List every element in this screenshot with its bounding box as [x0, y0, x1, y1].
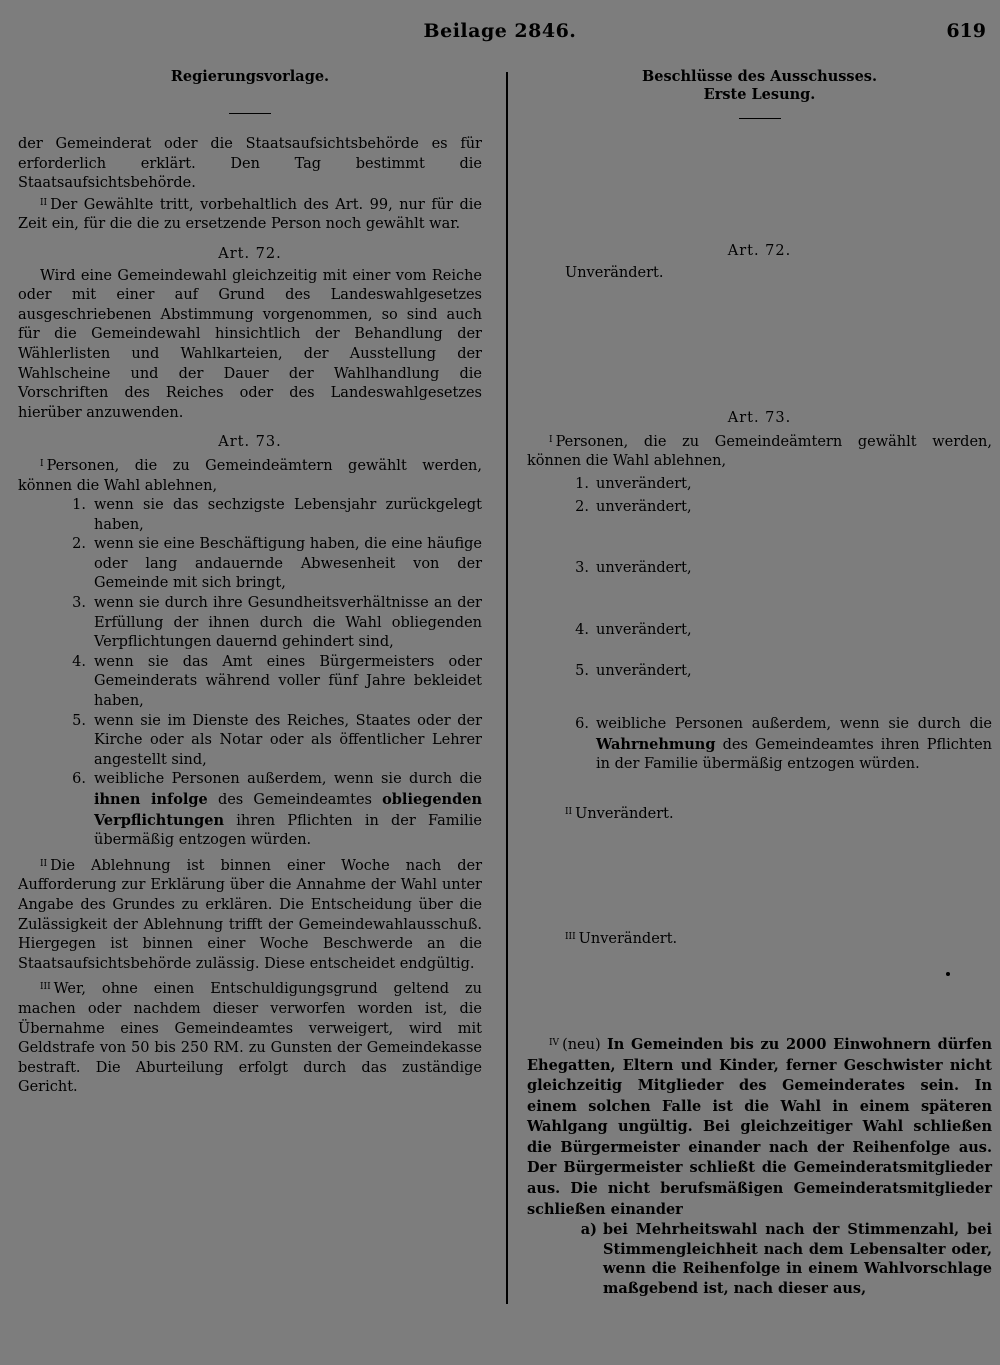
- paragraph-3: [18, 978, 482, 1098]
- paragraph-mark: II: [40, 858, 48, 869]
- list-item: [527, 621, 992, 641]
- article-73-intro-text: Personen, die zu Gemeindeämtern gewählt werden, können die Wahl ablehnen,: [18, 457, 482, 494]
- list-item: [527, 475, 992, 495]
- list-item: [527, 498, 992, 518]
- list-item-text: [94, 770, 482, 850]
- list-item-number: 5.: [72, 712, 86, 729]
- list-item-text: wenn sie eine Beschäftigung haben, die eine häufige oder lang andauernde Abwesenheit von der Gemeinde mit sich bringt,: [94, 536, 482, 592]
- supplement-title: Beilage 2846.: [423, 20, 577, 42]
- item6-text-c: des Gemeindeamtes ihren Pflichten in der Familie übermäßig entzogen würden.: [596, 736, 993, 773]
- list-item: [18, 712, 482, 771]
- article-73-intro: [527, 431, 992, 472]
- item6-text-a: weibliche Personen außerdem, wenn sie durch die: [94, 771, 482, 788]
- list-item-text: unverändert,: [596, 663, 692, 680]
- list-item-number: 3.: [575, 560, 589, 577]
- item6-text-d: obliegenden Verpflichtungen: [94, 791, 482, 829]
- list-item: [527, 662, 992, 682]
- item6-text-b: ihnen infolge: [94, 791, 208, 808]
- paragraph-mark: IV: [549, 1037, 560, 1048]
- print-speck: [946, 972, 950, 976]
- page-number: 619: [946, 20, 986, 42]
- paragraph-mark: III: [40, 982, 51, 993]
- article-73-title: Art. 73.: [727, 410, 792, 427]
- list-item-text: wenn sie durch ihre Gesundheitsverhältnisse an der Erfüllung der ihnen durch die Wahl obliegenden Verpflichtungen dauernd gehindert sind,: [94, 595, 482, 651]
- list-item-number: 6.: [575, 715, 589, 732]
- list-item-number: 1.: [72, 497, 86, 514]
- paragraph-4: [527, 1034, 992, 1220]
- article-72-text: Unverändert.: [565, 264, 664, 281]
- list-item: [18, 496, 482, 535]
- list-item-text: [596, 715, 992, 775]
- list-item-number: 1.: [575, 475, 589, 492]
- paragraph-3-text: Unverändert.: [578, 931, 678, 948]
- heading-rule: [229, 113, 271, 114]
- list-item-number: 2.: [575, 498, 589, 515]
- paragraph-mark: II: [565, 806, 573, 817]
- item6-text-e: ihren Pflichten in der Familie übermäßig entzogen würden.: [94, 812, 483, 849]
- paragraph-3: [527, 928, 992, 950]
- left-column: [18, 68, 482, 1098]
- list-item: [18, 653, 482, 712]
- intro-paragraph-2: [18, 194, 482, 235]
- list-item: [527, 715, 992, 775]
- item6-text-b: Wahrnehmung: [596, 735, 716, 753]
- column-divider: [506, 72, 508, 1304]
- list-item-text: unverändert,: [596, 475, 692, 492]
- list-item-number: 4.: [72, 653, 86, 670]
- sub-item-text: bei Mehrheitswahl nach der Stimmenzahl, bei Stimmengleichheit nach dem Lebensalter oder, wenn die Reihenfolge in einem Wahlvorschlage maßgebend ist, nach dieser aus,: [603, 1221, 992, 1298]
- list-item-text: wenn sie im Dienste des Reiches, Staates oder der Kirche oder als Notar oder als öffentlicher Lehrer angestellt sind,: [94, 712, 482, 768]
- item6-text-c: des Gemeindeamtes: [217, 792, 372, 808]
- paragraph-2: [18, 855, 482, 975]
- item6-text-a: weibliche Personen außerdem, wenn sie durch die: [596, 715, 992, 732]
- paragraph-2-text: Die Ablehnung ist binnen einer Woche nach der Aufforderung zur Erklärung über die Annahme der Wahl unter Angabe des Grundes zu erklären. Die Entscheidung über die Zulässigkeit der Ablehnung trifft der Gemeindewahlausschuß. Hiergegen ist binnen einer Woche Beschwerde an die Staatsaufsichtsbehörde zulässig. Diese entscheidet endgültig.: [18, 857, 482, 972]
- list-item: [18, 770, 482, 850]
- sub-item-a: [527, 1220, 992, 1298]
- list-item-text: unverändert,: [596, 498, 692, 515]
- sub-item-label: a): [580, 1221, 597, 1239]
- paragraph-4-text: In Gemeinden bis zu 2000 Einwohnern dürfen Ehegatten, Eltern und Kinder, ferner Geschwister nicht gleichzeitig Mitglieder des Gemeinderates sein. In einem solchen Falle ist die Wahl in einem späteren Wahlgang ungültig. Bei gleichzeitiger Wahl schließen die Bürgermeister einander nach der Reihenfolge aus. Der Bürgermeister schließt die Gemeinderatsmitglieder aus. Die nicht berufsmäßigen Gemeinderatsmitglieder schließen einander: [527, 1035, 993, 1218]
- right-column-heading: Beschlüsse des Ausschusses.: [641, 68, 878, 85]
- article-73-title: Art. 73.: [218, 434, 282, 451]
- paragraph-3-text: Wer, ohne einen Entschuldigungsgrund geltend zu machen oder nachdem dieser verworfen worden ist, die Übernahme eines Gemeindeamtes verweigert, wird mit Geldstrafe von 50 bis 250 RM. zu Gunsten der Gemeindekasse bestraft. Die Aburteilung erfolgt durch das zuständige Gericht.: [18, 981, 482, 1096]
- list-item: [527, 559, 992, 579]
- right-column: [527, 68, 992, 1299]
- article-72-title: Art. 72.: [218, 245, 282, 262]
- list-item-number: 6.: [72, 771, 86, 788]
- list-item-text: unverändert,: [596, 621, 692, 638]
- list-item: [18, 535, 482, 594]
- article-73-intro-text: Personen, die zu Gemeindeämtern gewählt werden, können die Wahl ablehnen,: [527, 433, 992, 470]
- list-item-text: wenn sie das sechzigste Lebensjahr zurückgelegt haben,: [94, 497, 482, 533]
- intro-paragraph-2-text: Der Gewählte tritt, vorbehaltlich des Art. 99, nur für die Zeit ein, für die die zu ersetzende Person noch gewählt war.: [18, 196, 482, 233]
- left-column-heading: Regierungsvorlage.: [170, 68, 330, 85]
- article-73-intro: [18, 455, 482, 496]
- list-item-number: 4.: [575, 621, 589, 638]
- right-column-subheading: Erste Lesung.: [703, 86, 816, 103]
- paragraph-mark: II: [40, 197, 48, 208]
- list-item-text: unverändert,: [596, 560, 692, 577]
- list-item-text: wenn sie das Amt eines Bürgermeisters oder Gemeinderats während voller fünf Jahre bekleidet haben,: [94, 653, 482, 710]
- paragraph-mark: III: [565, 932, 576, 943]
- article-72-text: Wird eine Gemeindewahl gleichzeitig mit einer vom Reiche oder mit einer auf Grund des Landeswahlgesetzes ausgeschriebenen Abstimmung vorgenommen, so sind auch für die Gemeindewahl hinsichtlich der Behandlung der Wählerlisten und Wahlkarteien, der Ausstellung der Wahlscheine und der Dauer der Wahlhandlung die Vorschriften des Reiches oder des Landeswahlgesetzes hierüber anzuwenden.: [18, 267, 482, 421]
- list-item-number: 3.: [72, 595, 86, 612]
- heading-rule: [739, 118, 781, 119]
- new-marker: (neu): [562, 1036, 601, 1053]
- paragraph-2-text: Unverändert.: [575, 805, 674, 822]
- intro-paragraph-1: der Gemeinderat oder die Staatsaufsichtsbehörde es für erforderlich erklärt. Den Tag bestimmt die Staatsaufsichtsbehörde.: [18, 136, 482, 192]
- list-item-number: 2.: [72, 536, 86, 553]
- article-72-title: Art. 72.: [727, 243, 792, 259]
- paragraph-2: [527, 803, 992, 825]
- list-item-number: 5.: [575, 663, 589, 680]
- paragraph-mark: I: [549, 434, 553, 445]
- paragraph-mark: I: [40, 458, 44, 469]
- list-item: [18, 594, 482, 653]
